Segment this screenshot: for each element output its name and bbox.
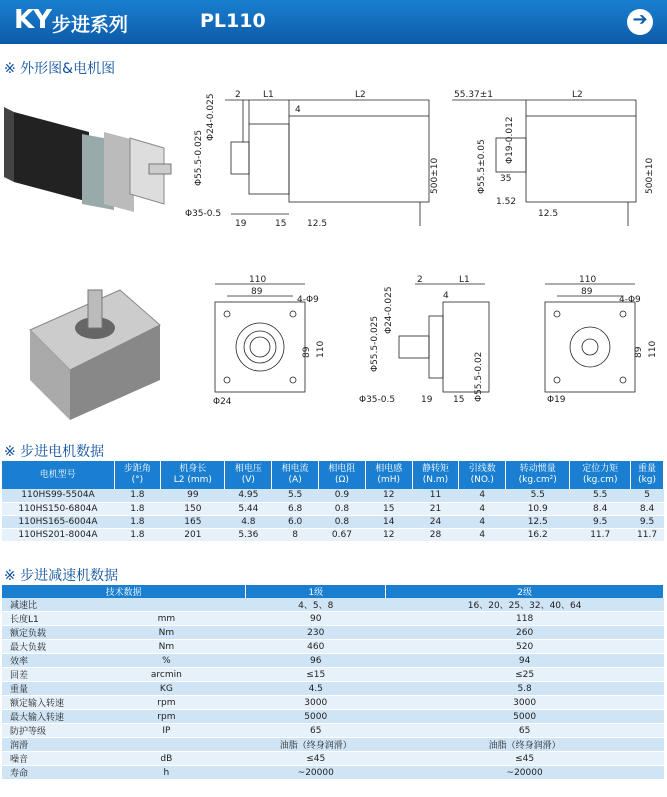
table-cell: 润滑 xyxy=(2,738,87,752)
table-row xyxy=(2,502,664,515)
table-cell: 94 xyxy=(386,654,664,668)
table-row xyxy=(2,724,664,738)
table-cell: 1.8 xyxy=(114,515,161,528)
motor-header: 电机型号 xyxy=(2,461,114,489)
motor-header: 步距角 (°) xyxy=(114,461,161,489)
table-cell: 260 xyxy=(386,626,664,640)
dim-label: 55.37±1 xyxy=(454,90,494,100)
table-cell: ≤45 xyxy=(246,752,386,766)
table-row xyxy=(2,738,664,752)
table-cell: 4.95 xyxy=(225,489,272,502)
table-cell: 9.5 xyxy=(631,515,664,528)
motor-header: 引线数 (NO.) xyxy=(459,461,506,489)
table-cell: dB xyxy=(87,752,246,766)
table-cell: 回差 xyxy=(2,668,87,682)
drawing-side-view-2 xyxy=(452,86,664,236)
motor-photo-side xyxy=(4,82,174,232)
table-cell: 最大负载 xyxy=(2,640,87,654)
table-row xyxy=(2,489,664,502)
table-cell: 效率 xyxy=(2,654,87,668)
dim-label: 12.5 xyxy=(307,219,328,229)
table-cell: 1.8 xyxy=(114,502,161,515)
motor-header: 转动惯量 (kg.cm²) xyxy=(506,461,570,489)
dim-label: 1.52 xyxy=(496,197,517,207)
table-cell: 0.8 xyxy=(319,502,366,515)
dim-label: 15 xyxy=(453,395,465,405)
dim-label: 4-Φ9 xyxy=(619,295,641,305)
model-title: PL110 xyxy=(200,10,266,32)
table-cell: 12 xyxy=(365,528,412,541)
motor-header: 机身长 L2 (mm) xyxy=(161,461,225,489)
table-cell xyxy=(87,738,246,752)
table-cell: 6.0 xyxy=(272,515,319,528)
dim-label: 110 xyxy=(579,275,597,285)
table-cell: 重量 xyxy=(2,682,87,696)
table-cell: 10.9 xyxy=(506,502,570,515)
dim-label: 12.5 xyxy=(538,209,559,219)
table-cell: 118 xyxy=(386,612,664,626)
dim-label: 19 xyxy=(235,219,247,229)
motor-header: 重量 (kg) xyxy=(631,461,664,489)
table-cell: 最大输入转速 xyxy=(2,710,87,724)
dim-label: Φ24-0.025 xyxy=(206,93,216,141)
table-cell: mm xyxy=(87,612,246,626)
table-cell: 4 xyxy=(459,489,506,502)
table-row xyxy=(2,682,664,696)
table-cell: 65 xyxy=(386,724,664,738)
table-cell: 4 xyxy=(459,515,506,528)
table-row xyxy=(2,515,664,528)
section-title-motor: ※ 步进电机数据 xyxy=(4,444,105,460)
table-cell: 110HS99-5504A xyxy=(2,489,114,502)
table-cell: 96 xyxy=(246,654,386,668)
table-cell: 3000 xyxy=(386,696,664,710)
table-cell: 110HS201-8004A xyxy=(2,528,114,541)
table-row xyxy=(2,626,664,640)
motor-header: 相电压 (V) xyxy=(225,461,272,489)
table-cell: 减速比 xyxy=(2,598,87,612)
table-cell: 6.8 xyxy=(272,502,319,515)
table-cell: 201 xyxy=(161,528,225,541)
table-cell: 90 xyxy=(246,612,386,626)
table-cell: 5.5 xyxy=(272,489,319,502)
dim-label: Φ35-0.5 xyxy=(185,209,222,219)
series-title: 步进系列 xyxy=(52,14,129,36)
table-cell: IP xyxy=(87,724,246,738)
table-cell: rpm xyxy=(87,710,246,724)
dim-label: Φ35-0.5 xyxy=(359,395,396,405)
dim-label: Φ19 xyxy=(547,395,566,405)
dim-label: 4 xyxy=(443,291,449,301)
table-cell: 0.8 xyxy=(319,515,366,528)
table-cell: 16、20、25、32、40、64 xyxy=(386,598,664,612)
dim-label: L2 xyxy=(355,90,366,100)
motor-header: 定位力矩 (kg.cm) xyxy=(570,461,631,489)
reducer-data-table xyxy=(2,585,664,780)
reducer-header: 1级 xyxy=(246,585,386,598)
drawing-front-view-1 xyxy=(205,272,333,412)
table-cell: 520 xyxy=(386,640,664,654)
table-row xyxy=(2,612,664,626)
table-cell: 5.8 xyxy=(386,682,664,696)
dim-label: 89 xyxy=(251,287,263,297)
table-cell: 4、5、8 xyxy=(246,598,386,612)
table-row xyxy=(2,710,664,724)
table-cell: 防护等级 xyxy=(2,724,87,738)
dim-label: 4-Φ9 xyxy=(297,295,319,305)
table-cell: Nm xyxy=(87,626,246,640)
table-cell: ≤15 xyxy=(246,668,386,682)
table-cell: 5000 xyxy=(246,710,386,724)
dim-label: 89 xyxy=(581,287,593,297)
table-cell: 4.8 xyxy=(225,515,272,528)
dim-label: Φ24-0.025 xyxy=(384,286,394,334)
dim-label: 110 xyxy=(316,340,326,358)
motor-header: 相电感 (mH) xyxy=(365,461,412,489)
dim-label: 89 xyxy=(634,346,644,358)
table-cell: ~20000 xyxy=(386,766,664,780)
dim-label: Φ55.5-0.025 xyxy=(370,315,380,372)
table-row xyxy=(2,640,664,654)
dim-label: 15 xyxy=(275,219,287,229)
dim-label: 500±10 xyxy=(645,157,655,194)
table-cell: 28 xyxy=(412,528,459,541)
dim-label: L1 xyxy=(263,90,274,100)
table-cell: 5.5 xyxy=(570,489,631,502)
table-cell: 5 xyxy=(631,489,664,502)
table-cell: 110HS165-6004A xyxy=(2,515,114,528)
section-title-reducer: ※ 步进减速机数据 xyxy=(4,568,119,584)
reducer-header: 技术数据 xyxy=(2,585,246,598)
section-title-dimensions: ※ 外形图&电机图 xyxy=(4,61,116,77)
table-row xyxy=(2,668,664,682)
table-cell: 150 xyxy=(161,502,225,515)
table-cell: 24 xyxy=(412,515,459,528)
drawing-side-view-1 xyxy=(185,86,450,236)
dim-label: 2 xyxy=(417,275,423,285)
table-cell: Nm xyxy=(87,640,246,654)
table-cell: 8 xyxy=(272,528,319,541)
motor-data-table xyxy=(2,461,664,542)
table-cell: % xyxy=(87,654,246,668)
table-cell: 12 xyxy=(365,489,412,502)
table-cell: 110HS150-6804A xyxy=(2,502,114,515)
table-cell: 0.67 xyxy=(319,528,366,541)
header-bar xyxy=(0,0,667,44)
dim-label: Φ24 xyxy=(213,397,232,407)
dim-label: L1 xyxy=(459,275,470,285)
table-cell: 噪音 xyxy=(2,752,87,766)
dim-label: 110 xyxy=(249,275,267,285)
table-cell: 5000 xyxy=(386,710,664,724)
dim-label: Φ55.5-0.025 xyxy=(194,129,204,186)
dim-label: 89 xyxy=(302,346,312,358)
dim-label: 19 xyxy=(421,395,433,405)
table-cell: 1.8 xyxy=(114,489,161,502)
table-cell: 460 xyxy=(246,640,386,654)
dim-label: Φ55.5-0.02 xyxy=(474,351,484,402)
table-cell: 99 xyxy=(161,489,225,502)
table-cell: 11.7 xyxy=(631,528,664,541)
reducer-header: 2级 xyxy=(386,585,664,598)
table-cell: 15 xyxy=(365,502,412,515)
table-cell: 12.5 xyxy=(506,515,570,528)
dim-label: L2 xyxy=(572,90,583,100)
table-cell: 4 xyxy=(459,528,506,541)
drawing-front-view-2 xyxy=(535,272,663,412)
table-cell: 0.9 xyxy=(319,489,366,502)
table-cell: 14 xyxy=(365,515,412,528)
dim-label: 4 xyxy=(295,105,301,115)
dim-label: Φ55.5±0.05 xyxy=(477,139,487,194)
brand-title: KY xyxy=(14,5,51,35)
motor-header: 相电流 (A) xyxy=(272,461,319,489)
table-cell: 230 xyxy=(246,626,386,640)
table-cell: 额定输入转速 xyxy=(2,696,87,710)
table-cell: ≤25 xyxy=(386,668,664,682)
dim-label: 110 xyxy=(648,340,658,358)
table-row xyxy=(2,752,664,766)
motor-header: 相电阻 (Ω) xyxy=(319,461,366,489)
table-cell: 11.7 xyxy=(570,528,631,541)
dim-label: 2 xyxy=(235,90,241,100)
table-cell: 4 xyxy=(459,502,506,515)
table-cell xyxy=(87,598,246,612)
table-cell: 165 xyxy=(161,515,225,528)
table-cell: 8.4 xyxy=(570,502,631,515)
table-row xyxy=(2,696,664,710)
table-cell: 油脂（终身润滑） xyxy=(246,738,386,752)
table-cell: 21 xyxy=(412,502,459,515)
table-cell: 1.8 xyxy=(114,528,161,541)
table-cell: 11 xyxy=(412,489,459,502)
table-row xyxy=(2,654,664,668)
dim-label: 500±10 xyxy=(430,157,440,194)
table-cell: 额定负载 xyxy=(2,626,87,640)
table-row xyxy=(2,598,664,612)
table-cell: 5.44 xyxy=(225,502,272,515)
table-row xyxy=(2,766,664,780)
table-cell: 油脂（终身润滑） xyxy=(386,738,664,752)
table-cell: arcmin xyxy=(87,668,246,682)
table-cell: 8.4 xyxy=(631,502,664,515)
table-cell: 寿命 xyxy=(2,766,87,780)
table-cell: 4.5 xyxy=(246,682,386,696)
table-cell: 长度L1 xyxy=(2,612,87,626)
table-cell: ~20000 xyxy=(246,766,386,780)
next-arrow-icon[interactable]: ➔ xyxy=(627,9,653,35)
table-cell: 65 xyxy=(246,724,386,738)
table-cell: ≤45 xyxy=(386,752,664,766)
table-cell: h xyxy=(87,766,246,780)
table-cell: 9.5 xyxy=(570,515,631,528)
table-cell: 16.2 xyxy=(506,528,570,541)
table-cell: 5.5 xyxy=(506,489,570,502)
dim-label: 35 xyxy=(500,174,512,184)
table-row xyxy=(2,528,664,541)
table-cell: rpm xyxy=(87,696,246,710)
motor-header: 静转矩 (N.m) xyxy=(412,461,459,489)
table-cell: 5.36 xyxy=(225,528,272,541)
drawing-side-view-3 xyxy=(355,272,495,412)
motor-photo-front xyxy=(10,270,170,420)
table-cell: 3000 xyxy=(246,696,386,710)
table-cell: KG xyxy=(87,682,246,696)
dim-label: Φ19-0.012 xyxy=(505,116,515,164)
